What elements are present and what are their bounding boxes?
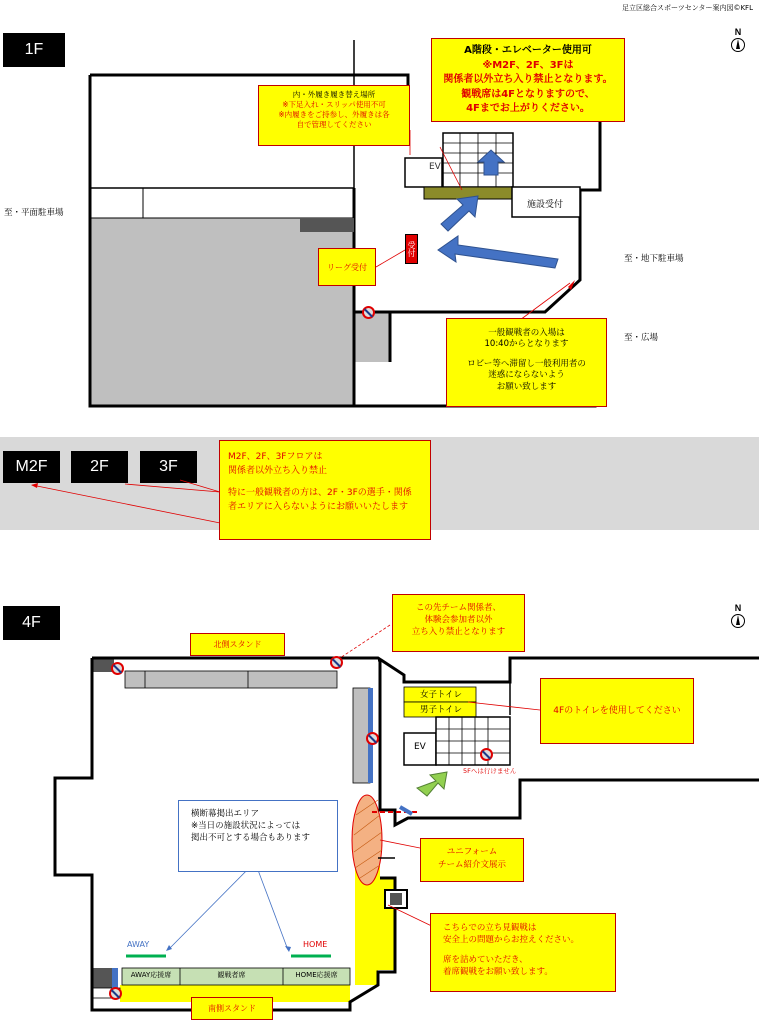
- stairs-note-line1: A階段・エレベーター使用可: [464, 45, 592, 56]
- floor1-small-room: [354, 312, 390, 362]
- home-seats-label: HOME応援席: [295, 971, 338, 979]
- floor1-hall-area: [90, 218, 354, 406]
- no-entry-icon-4f-4: [480, 748, 493, 761]
- banner-note-line2: ※当日の施設状況によっては: [191, 820, 301, 831]
- away-seats-label: AWAY応援席: [130, 971, 172, 979]
- stairs-note-line3: 関係者以外立ち入り禁止となります。: [443, 74, 613, 85]
- floor1-ev-label: EV: [429, 162, 441, 172]
- no-entry-icon-4f-1: [111, 662, 124, 675]
- south-stand-label: 南側スタンド: [191, 997, 273, 1020]
- direction-plaza: 至・広場: [624, 333, 659, 343]
- team-note-line3: 立ち入り禁止となります: [411, 626, 506, 637]
- banner-note-line3: 掲出不可とする場合もあります: [191, 832, 311, 843]
- no-entry-icon-4f-2: [330, 656, 343, 669]
- floor-label-3f: 3F: [140, 451, 197, 483]
- mid-note-line1: M2F、2F、3Fフロアは: [228, 452, 323, 462]
- team-note-line1: この先チーム関係者、: [415, 603, 501, 613]
- womens-toilet-label: 女子トイレ: [419, 690, 463, 700]
- no-entry-icon-4f-3: [366, 732, 379, 745]
- no-entry-icon-1f: [362, 306, 375, 319]
- mid-floors-note: [219, 440, 431, 540]
- shoe-note-line2: ※下足入れ・スリッパ使用不可: [282, 100, 386, 110]
- mid-note-line4: 者エリアに入らないようにお願いいたします: [228, 501, 409, 512]
- mens-toilet-label: 男子トイレ: [419, 705, 463, 715]
- direction-flat-parking: 至・平面駐車場: [4, 208, 64, 218]
- stairs-elevator-note: [431, 38, 625, 122]
- floor-label-m2f: M2F: [3, 451, 60, 483]
- team-only-note: [392, 594, 525, 652]
- stairs-note-line4: 観戦席は4Fとなりますので、: [461, 88, 595, 100]
- floor-label-2f: 2F: [71, 451, 128, 483]
- floor4-ev-label: EV: [414, 742, 426, 752]
- mid-note-line3: 特に一般観戦者の方は、2F・3Fの選手・関係: [228, 488, 412, 498]
- mid-note-line2: 関係者以外立ち入り禁止: [228, 465, 328, 476]
- uniform-note-line2: チーム紹介文展示: [437, 859, 506, 870]
- spectator-seats-label: 観戦者席: [217, 971, 246, 979]
- standing-note-line1: こちらでの立ち見観戦は: [443, 923, 537, 933]
- general-entry-note: [446, 318, 607, 407]
- compass-n-label-4f: N: [734, 603, 742, 613]
- floor-label-4f: 4F: [3, 606, 60, 640]
- away-banner-label: AWAY: [127, 940, 150, 949]
- league-reception-label: リーグ受付: [318, 248, 376, 286]
- stairs-note-line5: 4Fまでお上がりください。: [466, 103, 590, 114]
- floor-label-1f: 1F: [3, 33, 65, 67]
- north-stand-label: 北側スタンド: [190, 633, 285, 656]
- floor1-plan: [0, 0, 759, 420]
- entry-note-line4: 迷惑にならないよう: [488, 370, 565, 381]
- team-note-line2: 体験会参加者以外: [424, 614, 493, 625]
- entry-note-line1: 一般観戦者の入場は: [488, 328, 565, 338]
- banner-note-line1: 横断幕掲出エリア: [191, 809, 260, 819]
- compass-n-label: N: [734, 27, 742, 37]
- entry-note-line3: ロビー等へ滞留し一般利用者の: [467, 358, 586, 369]
- standing-note-line2: 安全上の問題からお控えください。: [443, 935, 580, 946]
- map-credit: 足立区総合スポーツセンター案内図©KFL: [622, 4, 753, 12]
- shoe-change-note: [258, 85, 410, 146]
- entry-note-line5: お願い致します: [496, 381, 557, 392]
- standing-note-line4: 着席観戦をお願い致します。: [443, 966, 553, 977]
- banner-area-note: [178, 800, 338, 872]
- entry-note-line2: 10:40からとなります: [484, 339, 569, 350]
- shoe-note-line4: 自で管理してください: [296, 120, 372, 130]
- no-5f-note: 5Fへは行けません: [463, 767, 517, 775]
- standing-view-note: [430, 913, 616, 992]
- home-banner-label: HOME: [303, 940, 328, 949]
- standing-note-line3: 席を詰めていただき、: [443, 954, 528, 965]
- floor1-uketsuke-sign: 受付: [405, 234, 418, 264]
- direction-underground-parking: 至・地下駐車場: [624, 254, 684, 264]
- uniform-note-line1: ユニフォーム: [446, 847, 498, 857]
- shoe-note-line1: 内・外履き履き替え場所: [292, 90, 376, 99]
- no-entry-icon-4f-5: [109, 987, 122, 1000]
- stairs-note-line2: ※M2F、2F、3Fは: [482, 59, 574, 71]
- shoe-note-line3: ※内履きをご持参し、外履きは各: [278, 110, 390, 120]
- toilet-use-note: 4Fのトイレを使用してください: [540, 678, 694, 744]
- floor1-facility-reception: 施設受付: [527, 200, 564, 210]
- uniform-display-note: [420, 838, 524, 882]
